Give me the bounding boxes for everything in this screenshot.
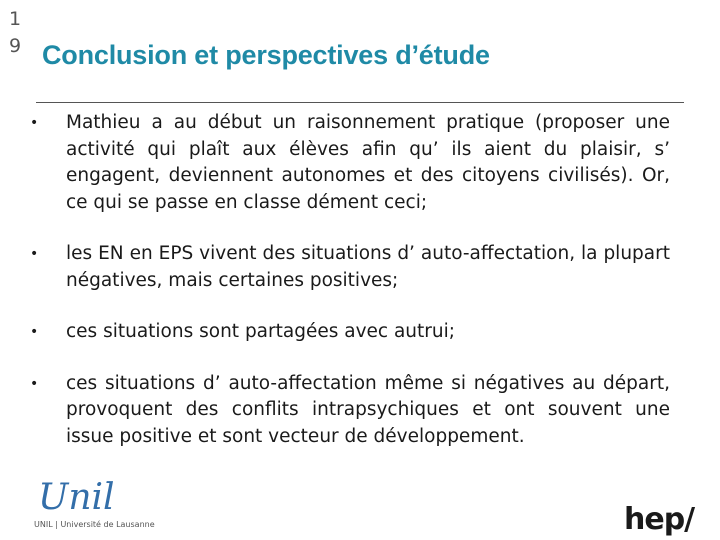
slide-number-digit-2: 9: [8, 35, 22, 57]
slide-number-digit-1: 1: [8, 8, 22, 30]
bullet-text: ces situations d’ auto-affectation même si négatives au départ, provoquent des conflits intrapsychiques et ont souvent une issue positive et sont vecteur de développement.: [66, 372, 670, 447]
hep-logo: hep/: [624, 502, 695, 537]
bullet-list: [30, 110, 670, 450]
bullet-icon: •: [30, 324, 39, 340]
bullet-item: [30, 241, 670, 294]
bullet-text: Mathieu a au début un raisonnement pratique (proposer une activité qui plaît aux élèves afin qu’ ils aient du plaisir, s’ engagent, deviennent autonomes et des citoyens civilisés). Or, ce qui se passe en classe dément ceci;: [66, 112, 670, 213]
bullet-icon: •: [30, 375, 39, 392]
slide-number: [6, 6, 24, 60]
bullet-icon: •: [30, 115, 39, 131]
unil-logo: [30, 478, 180, 534]
slide-title: Conclusion et perspectives d’étude: [42, 40, 490, 70]
bullet-item: [30, 110, 670, 216]
bullet-icon: •: [30, 246, 39, 262]
title-divider: [36, 102, 684, 103]
bullet-text: ces situations sont partagées avec autrui;: [66, 321, 455, 342]
unil-logo-caption: UNIL | Université de Lausanne: [34, 520, 155, 529]
bullet-item: [30, 319, 670, 346]
bullet-text: les EN en EPS vivent des situations d’ auto-affectation, la plupart négatives, mais certaines positives;: [66, 243, 670, 291]
unil-logo-mark: Unil: [38, 477, 115, 518]
bullet-item: [30, 371, 670, 451]
